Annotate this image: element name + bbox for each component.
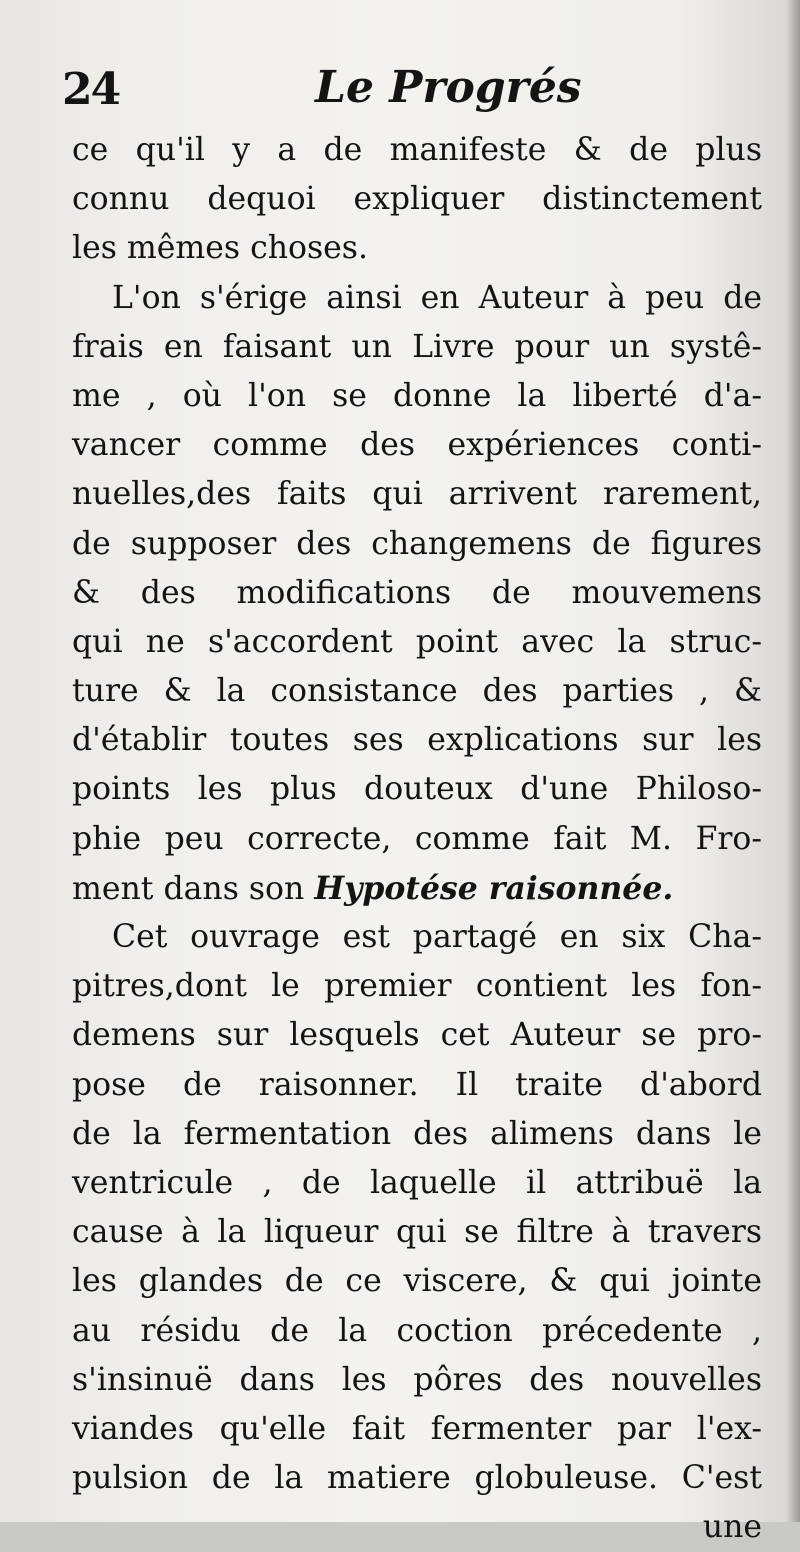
body-text: [72, 126, 762, 1552]
text-line: pitres,dont le premier contient les fon-: [72, 968, 762, 1005]
text-line: de supposer des changemens de figures: [72, 525, 762, 562]
text-line: pulsion de la matiere globuleuse. C'est: [72, 1460, 762, 1497]
text-line: au résidu de la coction précedente ,: [72, 1312, 762, 1349]
text-line: qui ne s'accordent point avec la struc-: [72, 623, 762, 660]
page-edge-shadow: [786, 0, 800, 1522]
text-line: viandes qu'elle fait fermenter par l'ex-: [72, 1410, 762, 1447]
text-line: d'établir toutes ses explications sur les: [72, 722, 762, 759]
text-line-start: ment dans son: [72, 870, 305, 907]
running-title: Le Progrés: [315, 62, 582, 113]
catchword: une: [702, 1509, 762, 1546]
text-line: points les plus douteux d'une Philoso-: [72, 771, 762, 808]
italic-book-title: Hypotése raisonnée.: [314, 869, 674, 907]
text-line-with-title: [72, 864, 762, 913]
text-line: connu dequoi expliquer distinctement: [72, 181, 762, 218]
text-line: & des modifications de mouvemens: [72, 574, 762, 611]
text-line: s'insinuë dans les pôres des nouvelles: [72, 1361, 762, 1398]
text-line: ce qu'il y a de manifeste & de plus: [72, 132, 762, 168]
text-line: les mêmes choses.: [72, 230, 368, 267]
page-number: 24: [62, 64, 120, 115]
paragraph-start-line: L'on s'érige ainsi en Auteur à peu de: [112, 279, 762, 316]
running-header: [0, 62, 800, 132]
paragraph-start-line: Cet ouvrage est partagé en six Cha-: [112, 919, 762, 955]
text-line: de la fermentation des alimens dans le: [72, 1115, 762, 1152]
text-line: me , où l'on se donne la liberté d'a-: [72, 377, 762, 414]
text-line: les glandes de ce viscere, & qui jointe: [72, 1263, 762, 1300]
text-line: cause à la liqueur qui se filtre à travers: [72, 1214, 762, 1251]
text-line: demens sur lesquels cet Auteur se pro-: [72, 1017, 762, 1054]
text-line: ventricule , de laquelle il attribuë la: [72, 1164, 762, 1201]
text-line: vancer comme des expériences conti-: [72, 427, 762, 464]
text-line: frais en faisant un Livre pour un systê-: [72, 328, 762, 365]
text-line: pose de raisonner. Il traite d'abord: [72, 1066, 762, 1103]
text-line: phie peu correcte, comme fait M. Fro-: [72, 820, 762, 857]
text-line: ture & la consistance des parties , &: [72, 673, 762, 710]
text-line: nuelles,des faits qui arrivent rarement,: [72, 476, 762, 513]
